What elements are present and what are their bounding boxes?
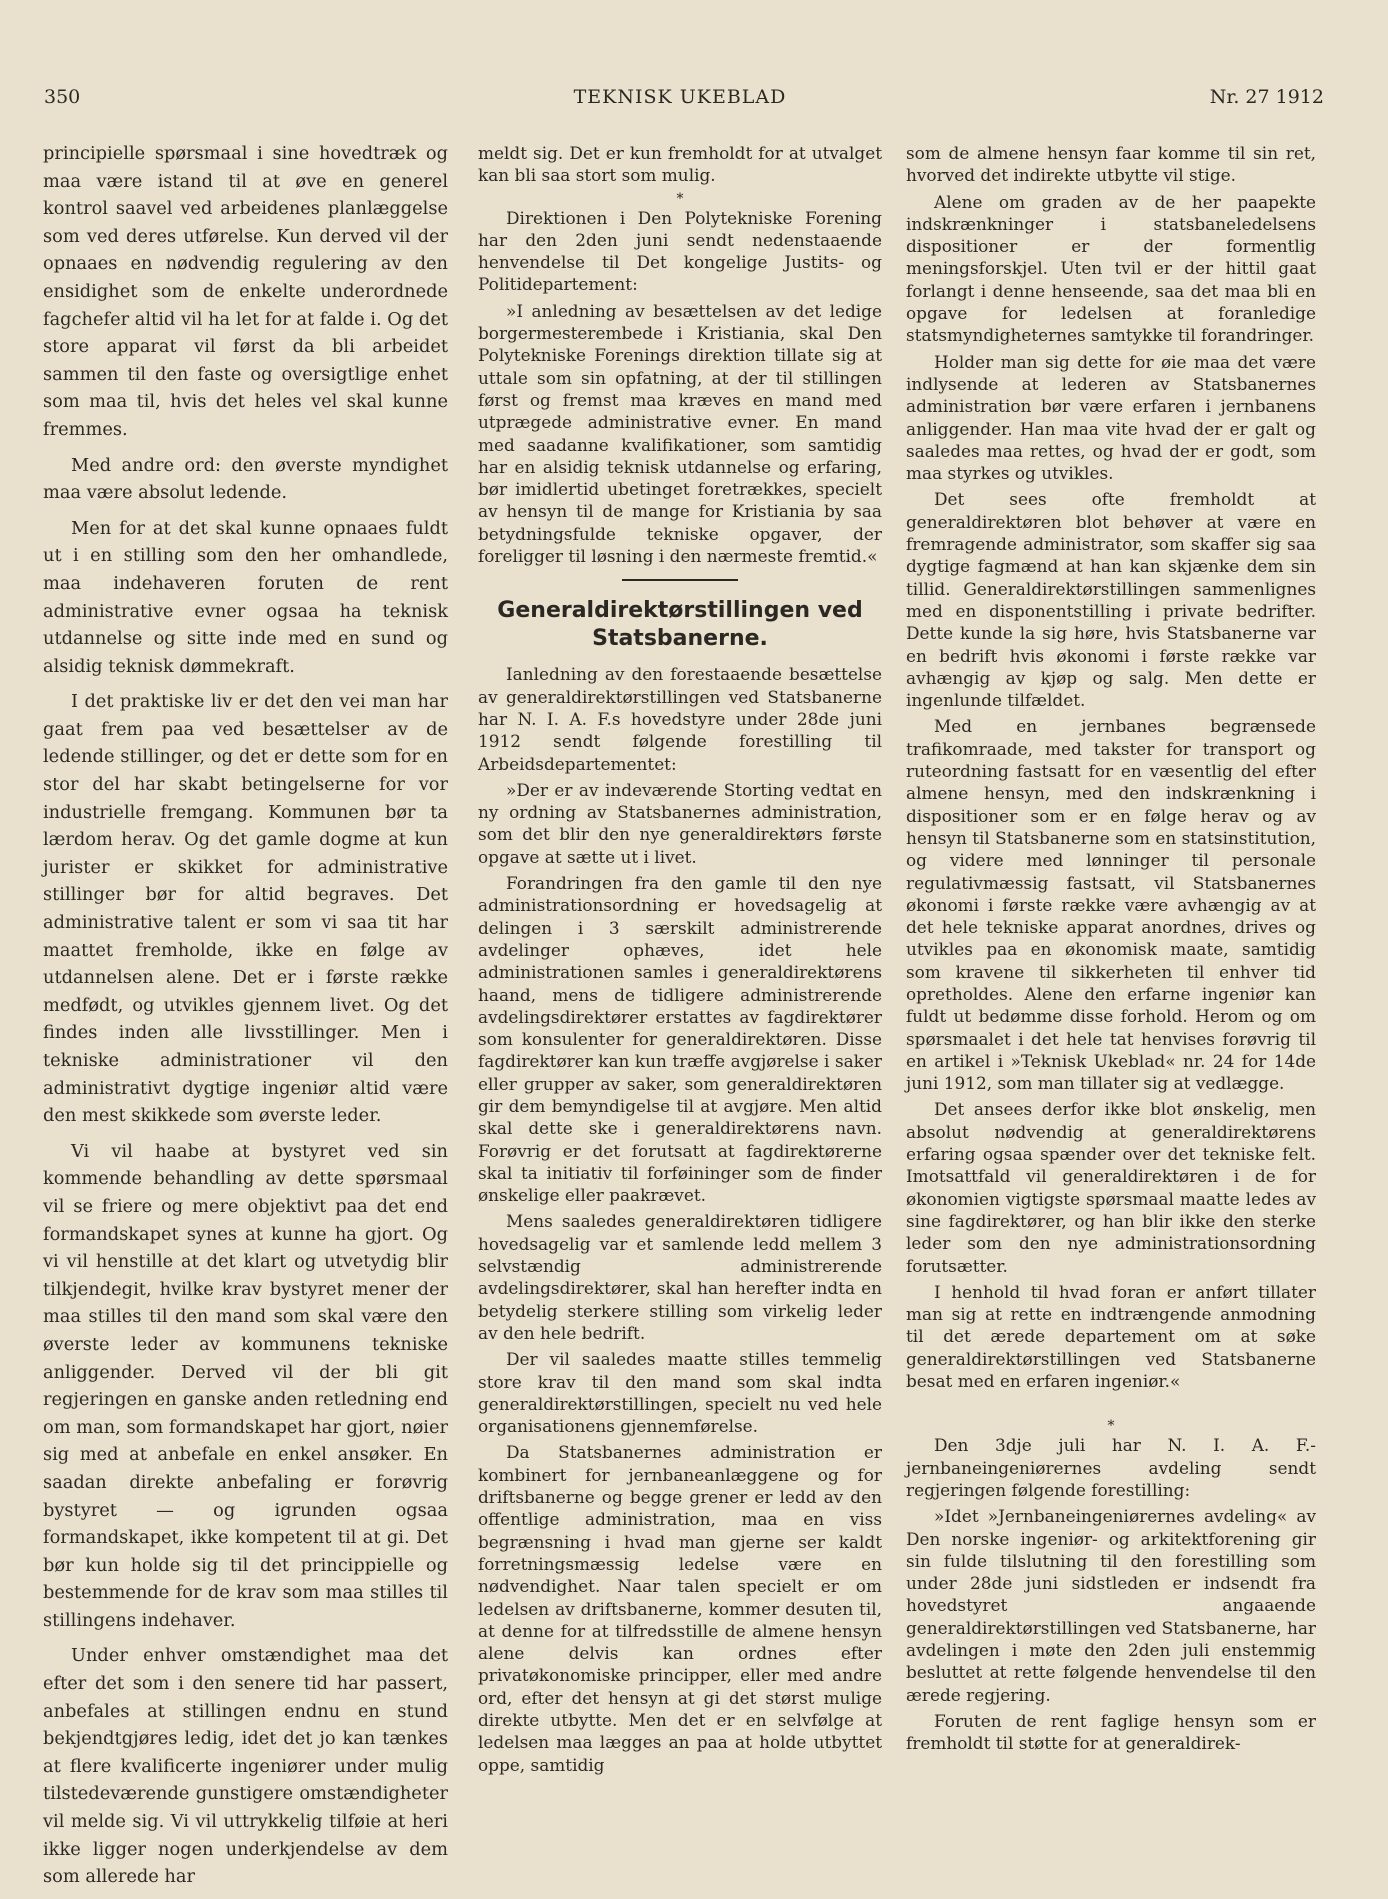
- paragraph: Forandringen fra den gamle til den nye administrationsordning er hovedsagelig at delingen i 3 særskilt administrerende avdelinger ophæves, idet hele administrationen samles i generaldirektørens haand, mens de tidligere administrerende avdelingsdirektører erstattes av fagdirektører som konsulenter for generaldirektøren. Disse fagdirektører kan kun træffe avgjørelse i saker eller grupper av saker, som generaldirektøren gir dem bemyndigelse til at avgjøre. Men altid skal dette ske i generaldirektørens navn. Forøvrig er det forutsatt at fagdirektørerne skal ta initiativ til forføininger som de finder ønskelige eller paakrævet.: [478, 873, 882, 1206]
- paragraph: Foruten de rent faglige hensyn som er fremholdt til støtte for at generaldirek-: [906, 1710, 1316, 1754]
- issue-number: Nr. 27 1912: [1209, 86, 1324, 108]
- paragraph: Med andre ord: den øverste myndighet maa være absolut ledende.: [43, 454, 448, 504]
- paragraph: meldt sig. Det er kun fremholdt for at utvalget kan bli saa stort som mulig.: [478, 143, 882, 186]
- paragraph: Holder man sig dette for øie maa det være indlysende at lederen av Statsbanernes administration bør være erfaren i jernbanens anliggender. Han maa vite hvad der er galt og saaledes maa rettes, og hvad der er godt, som maa styrkes og utvikles.: [906, 351, 1316, 484]
- journal-title: TEKNISK UKEBLAD: [573, 86, 787, 108]
- article-heading: Generaldirektørstillingen ved Statsbanerne.: [497, 598, 863, 652]
- page-header: [40, 86, 1324, 116]
- paragraph: Med en jernbanes begrænsede trafikomraade, med takster for transport og ruteordning fastsatt for en væsentlig del efter almene hensyn, med den indskrænkning i dispositioner som er en følge herav og av hensyn til Statsbanerne som en statsinstitution, og videre med lønninger til personale regulativmæssig fastsatt, vil Statsbanernes økonomi i første række være avhængig av at det hele tekniske apparat anordnes, drives og utvikles paa en økonomisk maate, samtidig som kravene til sikkerheten til enhver tid opretholdes. Alene den erfarne ingeniør kan fuldt ut bedømme disse forhold. Herom og om spørsmaalet i det hele tat henvises forøvrig til en artikel i »Teknisk Ukeblad« nr. 24 for 14de juni 1912, som man tillater sig at vedlægge.: [906, 716, 1316, 1094]
- paragraph: Ianledning av den forestaaende besættelse av generaldirektørstillingen ved Statsbanerne har N. I. A. F.s hovedstyre under 28de juni 1912 sendt følgende forestilling til Arbeidsdepartementet:: [478, 664, 882, 774]
- article-divider: [622, 579, 738, 581]
- paragraph: Alene om graden av de her paapekte indskrænkninger i statsbaneledelsens dispositioner er der formentlig meningsforskjel. Uten tvil er der hittil gaat forlangt i denne henseende, saa det maa bli en opgave for ledelsen at foranledige statsmyndigheternes samtykke til forandringer.: [906, 191, 1316, 346]
- paragraph: Det ansees derfor ikke blot ønskelig, men absolut nødvendig at generaldirektørens erfaring ogsaa spænder over det tekniske felt. Imotsattfald vil generaldirektøren i de for økonomien vigtigste spørsmaal maatte ledes av sine fagdirektører, og han blir ikke den sterke leder som den nye administrationsordning forutsætter.: [906, 1099, 1316, 1276]
- paragraph: principielle spørsmaal i sine hovedtræk og maa være istand til at øve en generel kontrol saavel ved arbeidenes planlæggelse som ved deres utførelse. Kun derved vil der opnaaes en nødvendig regulering av den ensidighet som de enkelte underordnede fagchefer altid vil ha let for at falde i. Og det store apparat vil først da bli arbeidet sammen til den faste og oversigtlige enhet som maa til, hvis det heles vel skal kunne fremmes.: [43, 143, 448, 440]
- column-3: [906, 142, 1316, 1758]
- paragraph: Den 3dje juli har N. I. A. F.-jernbaneingeniørernes avdeling sendt regjeringen følgende forestilling:: [906, 1435, 1316, 1500]
- paragraph: Vi vil haabe at bystyret ved sin kommende behandling av dette spørsmaal vil se friere og mere objektivt paa det end formandskapet synes at kunne ha gjort. Og vi vil henstille at det klart og utvetydig blir tilkjendegit, hvilke krav bystyret mener der maa stilles til den mand som skal være den øverste leder av kommunens tekniske anliggender. Derved vil der bli git regjeringen en ganske anden retledning end om man, som formandskapet har gjort, nøier sig med at anbefale en enkel ansøker. En saadan direkte anbefaling er forøvrig bystyret — og igrunden ogsaa formandskapet, ikke kompetent til at gi. Det bør kun holde sig til det princippielle og bestemmende for de krav som maa stilles til stillingens indehaver.: [43, 1140, 448, 1631]
- paragraph: I det praktiske liv er det den vei man har gaat frem paa ved besættelser av de ledende stillinger, og det er dette som for en stor del har skabt betingelserne for vor industrielle fremgang. Kommunen bør ta lærdom herav. Og det gamle dogme at kun jurister er skikket for administrative stillinger bør for altid begraves. Det administrative talent er som vi saa tit har maattet fremholde, ikke en følge av utdannelsen alene. Det er i første række medfødt, og utvikles gjennem livet. Og det findes inden alle livsstillinger. Men i tekniske administrationer vil den administrativt dygtige ingeniør altid være den mest skikkede som øverste leder.: [43, 691, 448, 1127]
- section-separator-star: *: [1107, 1418, 1115, 1435]
- paragraph: Direktionen i Den Polytekniske Forening har den 2den juni sendt nedenstaaende henvendelse til Det kongelige Justits- og Politidepartement:: [478, 207, 882, 295]
- spacer: [906, 1396, 1316, 1416]
- section-separator-star: *: [676, 190, 684, 207]
- paragraph: Mens saaledes generaldirektøren tidligere hovedsagelig var et samlende ledd mellem 3 selvstændig administrerende avdelingsdirektører, skal han herefter indta en betydelig sterkere stilling som virkelig leder av den hele bedrift.: [478, 1211, 882, 1343]
- paragraph: Det sees ofte fremholdt at generaldirektøren blot behøver at være en fremragende administrator, som skaffer sig saa dygtige fagmænd at han kan skjænke dem sin tillid. Generaldirektørstillingen sammenlignes med en disponentstilling i private bedrifter. Dette kunde la sig høre, hvis Statsbanerne var en bedrift hvis økonomi i første række var avhængig av kjøp og salg. Men dette er ingenlunde tilfældet.: [906, 489, 1316, 711]
- column-2: [478, 142, 882, 1780]
- page-number: 350: [44, 86, 81, 108]
- column-1: [43, 140, 448, 1899]
- paragraph: »I anledning av besættelsen av det ledige borgermesterembede i Kristiania, skal Den Polytekniske Forenings direktion tillate sig at uttale som sin opfatning, at der til stillingen først og fremst maa kræves en mand med utprægede administrative evner. En mand med saadanne kvalifikationer, som samtidig har en alsidig teknisk utdannelse og erfaring, bør imidlertid ubetinget foretrækkes, specielt av hensyn til de mange for Kristiania by saa betydningsfulde tekniske opgaver, der foreligger til løsning i den nærmeste fremtid.«: [478, 300, 882, 567]
- paragraph: som de almene hensyn faar komme til sin ret, hvorved det indirekte utbytte vil stige.: [906, 143, 1316, 186]
- paragraph: »Idet »Jernbaneingeniørernes avdeling« av Den norske ingeniør- og arkitektforening gir sin fulde tilslutning til den forestilling som under 28de juni sidstleden er indsendt fra hovedstyret angaaende generaldirektørstillingen ved Statsbanerne, har avdelingen i møte den 2den juli enstemmig besluttet at rette følgende henvendelse til den ærede regjering.: [906, 1506, 1316, 1705]
- paragraph: Under enhver omstændighet maa det efter det som i den senere tid har passert, anbefales at stillingen endnu en stund bekjendtgjøres ledig, idet det jo kan tænkes at flere kvalificerte ingeniører under mulig tilstedeværende gunstigere omstændigheter vil melde sig. Vi vil uttrykkelig tilføie at heri ikke ligger nogen underkjendelse av dem som allerede har: [43, 1645, 448, 1888]
- paragraph: »Der er av indeværende Storting vedtat en ny ordning av Statsbanernes administration, som det blir den nye generaldirektørs første opgave at sætte ut i livet.: [478, 779, 882, 867]
- paragraph: Men for at det skal kunne opnaaes fuldt ut i en stilling som den her omhandlede, maa indehaveren foruten de rent administrative evner ogsaa ha teknisk utdannelse og sitte inde med en sund og alsidig teknisk dømmekraft.: [43, 517, 448, 677]
- paragraph: I henhold til hvad foran er anført tillater man sig at rette en indtrængende anmodning til det ærede departement om at søke generaldirektørstillingen ved Statsbanerne besat med en erfaren ingeniør.«: [906, 1281, 1316, 1392]
- paragraph: Der vil saaledes maatte stilles temmelig store krav til den mand som skal indta generaldirektørstillingen, specielt nu ved hele organisationens gjennemførelse.: [478, 1349, 882, 1437]
- paragraph: Da Statsbanernes administration er kombinert for jernbaneanlæggene og for driftsbanerne og begge grener er ledd av den offentlige administration, maa en viss begrænsning i hvad man gjerne ser kaldt forretningsmæssig ledelse være en nødvendighet. Naar talen specielt er om ledelsen av driftsbanerne, kommer desuten til, at denne for at tilfredsstille de almene hensyn alene delvis kan ordnes efter privatøkonomiske principper, eller med andre ord, efter det hensyn at gi det størst mulige direkte utbytte. Men det er en selvfølge at ledelsen maa lægges an paa at holde utbyttet oppe, samtidig: [478, 1442, 882, 1775]
